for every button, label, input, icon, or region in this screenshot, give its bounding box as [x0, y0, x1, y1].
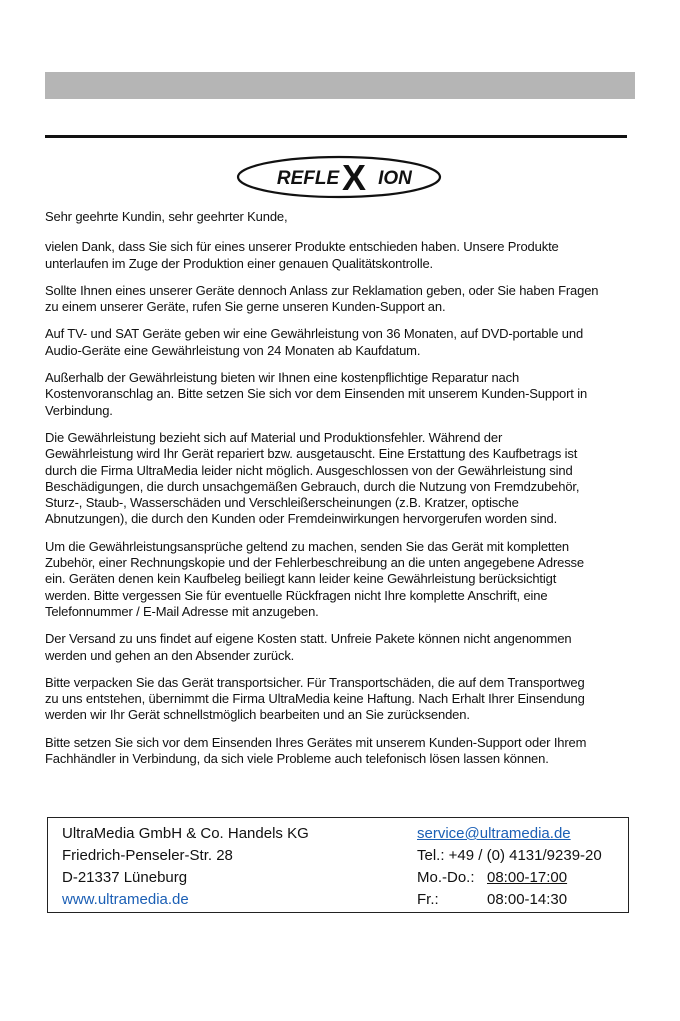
paragraph [45, 430, 637, 528]
paragraph-line: werden und gehen an den Absender zurück. [45, 647, 295, 663]
paragraph-line: Zubehör, einer Rechnungskopie und der Fehlerbeschreibung an die unten angegebene Adresse [45, 555, 584, 571]
paragraph-line: Außerhalb der Gewährleistung bieten wir Ihnen eine kostenpflichtige Reparatur nach [45, 370, 520, 386]
hours-weekday-label: Mo.-Do.: [417, 869, 475, 886]
phone-number: Tel.: +49 / (0) 4131/9239-20 [417, 847, 602, 864]
paragraph-line: ein. Geräten denen kein Kaufbeleg beiliegt kann leider keine Gewährleistung berücksichtigt [45, 571, 557, 587]
paragraph-line: Die Gewährleistung bezieht sich auf Material und Produktionsfehler. Während der [45, 429, 503, 445]
paragraph-line: unterlaufen im Zuge der Produktion einer genauen Qualitätskontrolle. [45, 255, 433, 271]
paragraph-line: Beschädigungen, die durch unsachgemäßen Gebrauch, durch die Nutzung von Fremdzubehör, [45, 478, 580, 494]
paragraph-line: Kostenvoranschlag an. Bitte setzen Sie sich vor dem Einsenden mit unserem Kunden-Support in [45, 386, 588, 402]
hours-friday-label: Fr.: [417, 891, 439, 908]
greeting: Sehr geehrte Kundin, sehr geehrter Kunde, [45, 209, 288, 224]
paragraph [45, 631, 637, 664]
company-name: UltraMedia GmbH & Co. Handels KG [62, 825, 309, 842]
logo-text-right: ION [378, 168, 412, 189]
hours-friday-time: 08:00-14:30 [487, 891, 568, 908]
paragraph [45, 675, 637, 724]
paragraph-line: Um die Gewährleistungsansprüche geltend zu machen, senden Sie das Gerät mit kompletten [45, 538, 570, 554]
website-link[interactable]: www.ultramedia.de [62, 891, 189, 908]
paragraph-line: zu uns entstehen, übernimmt die Firma UltraMedia keine Haftung. Nach Erhalt Ihrer Einsendung [45, 691, 585, 707]
address-box [47, 817, 629, 913]
paragraph-line: Bitte verpacken Sie das Gerät transportsicher. Für Transportschäden, die auf dem Transportweg [45, 674, 585, 690]
horizontal-rule [45, 135, 627, 138]
paragraph-line: zu einem unserer Geräte, rufen Sie gerne unseren Kunden-Support an. [45, 299, 446, 315]
paragraph-line: durch die Firma UltraMedia leider nicht möglich. Ausgeschlossen von der Gewährleistung sind [45, 462, 573, 478]
paragraph [45, 370, 637, 419]
paragraph-line: Abnutzungen), die durch den Kunden oder Fremdeinwirkungen hervorgerufen worden sind. [45, 511, 558, 527]
street-address: Friedrich-Penseler-Str. 28 [62, 847, 233, 864]
paragraph-line: werden wir Ihr Gerät schnellstmöglich bearbeiten und an Sie zurücksenden. [45, 707, 470, 723]
paragraph [45, 283, 637, 316]
paragraph [45, 539, 637, 620]
paragraph-line: Telefonnummer / E-Mail Adresse mit anzugeben. [45, 603, 319, 619]
paragraph-line: Auf TV- und SAT Geräte geben wir eine Gewährleistung von 36 Monaten, auf DVD-portable und [45, 326, 584, 342]
paragraph-line: Sturz-, Staub-, Wasserschäden und Verschleißerscheinungen (z.B. Kratzer, optische [45, 495, 519, 511]
header-bar [45, 72, 635, 99]
paragraph [45, 239, 637, 272]
paragraph-line: werden. Bitte vergessen Sie für eventuelle Rückfragen nicht Ihre komplette Anschrift, eine [45, 587, 548, 603]
paragraph-line: Fachhändler in Verbindung, da sich viele Probleme auch telefonisch lösen lassen können. [45, 751, 549, 767]
hours-weekday-time: 08:00-17:00 [487, 869, 568, 886]
paragraph-list [45, 239, 637, 767]
paragraph [45, 326, 637, 359]
city-address: D-21337 Lüneburg [62, 869, 188, 886]
paragraph-line: vielen Dank, dass Sie sich für eines unserer Produkte entschieden haben. Unsere Produkte [45, 239, 559, 255]
warranty-text [45, 209, 637, 767]
paragraph-line: Verbindung. [45, 402, 113, 418]
paragraph-line: Gewährleistung wird Ihr Gerät repariert bzw. ausgetauscht. Eine Erstattung des Kaufbetrags ist [45, 446, 578, 462]
hours-weekday [417, 869, 567, 887]
email-link[interactable]: service@ultramedia.de [417, 825, 571, 842]
logo-text-left: REFLE [276, 168, 340, 189]
paragraph-line: Audio-Geräte eine Gewährleistung von 24 Monaten ab Kaufdatum. [45, 342, 421, 358]
reflexion-logo [236, 152, 442, 200]
paragraph [45, 735, 637, 768]
paragraph-line: Der Versand zu uns findet auf eigene Kosten statt. Unfreie Pakete können nicht angenommen [45, 631, 572, 647]
paragraph-line: Bitte setzen Sie sich vor dem Einsenden Ihres Gerätes mit unserem Kunden-Support oder Ihrem [45, 734, 587, 750]
hours-friday [417, 891, 567, 909]
logo-x-letter: X [341, 157, 367, 198]
paragraph-line: Sollte Ihnen eines unserer Geräte dennoch Anlass zur Reklamation geben, oder Sie haben Fragen [45, 282, 599, 298]
